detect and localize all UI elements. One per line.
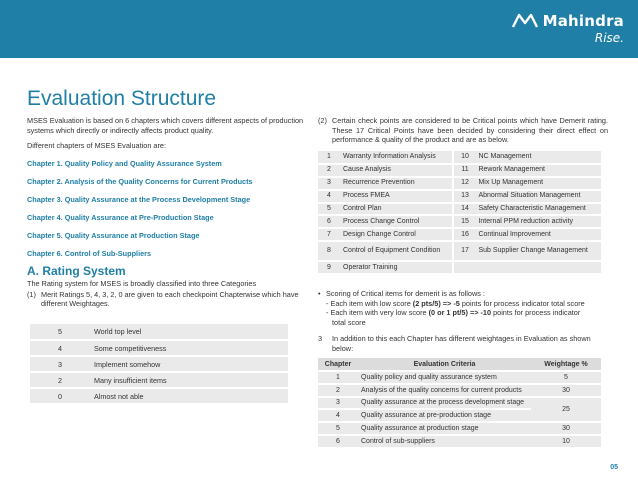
critical-item: NC Management <box>475 151 601 164</box>
rating-label: Implement somehow <box>90 356 288 372</box>
table-row <box>30 388 288 404</box>
mahindra-mark-icon <box>511 13 539 29</box>
scoring-heading-row <box>318 289 608 299</box>
table-row <box>318 397 601 410</box>
chapter-item: Chapter 6. Control of Sub-Suppliers <box>27 248 152 258</box>
table-row <box>318 384 601 397</box>
critical-num: 3 <box>318 177 340 190</box>
criteria-text: Quality assurance at pre-production stage <box>358 409 531 422</box>
rating-score: 5 <box>30 324 90 340</box>
page-title: Evaluation Structure <box>27 87 217 110</box>
rating-label: World top level <box>90 324 288 340</box>
scoring-heading: Scoring of Critical items for demerit is as follows : <box>326 289 485 298</box>
col-header-criteria: Evaluation Criteria <box>358 358 531 371</box>
col-header-weightage: Weightage % <box>531 358 601 371</box>
rating-label: Many insufficient items <box>90 372 288 388</box>
critical-num: 9 <box>318 261 340 274</box>
critical-item: Process Change Control <box>340 215 453 228</box>
weightage-value: 5 <box>531 371 601 384</box>
critical-item: Abnormal Situation Management <box>475 190 601 203</box>
scoring-line-1 <box>318 299 608 309</box>
point-3-text: In addition to this each Chapter has different weightages in Evaluation as shown below: <box>332 334 591 353</box>
chapter-item: Chapter 4. Quality Assurance at Pre-Production Stage <box>27 212 214 222</box>
critical-item: Rework Management <box>475 164 601 177</box>
chapter-num: 2 <box>318 384 358 397</box>
rating-score: 4 <box>30 340 90 356</box>
critical-num: 17 <box>453 241 475 261</box>
point-1 <box>27 290 307 309</box>
weightage-value: 25 <box>531 397 601 423</box>
rating-label: Some competitiveness <box>90 340 288 356</box>
critical-num: 16 <box>453 228 475 241</box>
scoring-text: points for process indicator total score <box>459 298 585 308</box>
table-row <box>318 203 601 216</box>
scoring-line-2-cont: total score <box>332 317 366 327</box>
brand-name: Mahindra <box>542 12 624 30</box>
brand-logo[interactable] <box>511 12 624 45</box>
chapter-item: Chapter 5. Quality Assurance at Production Stage <box>27 230 200 240</box>
chapter-item: Chapter 1. Quality Policy and Quality Assurance System <box>27 158 222 168</box>
scoring-text: - Each item with very low score <box>326 308 429 318</box>
weightage-value: 10 <box>531 435 601 448</box>
point-2-number: (2) <box>318 116 327 125</box>
left-column <box>27 116 307 309</box>
brand-tagline: Rise. <box>594 31 624 45</box>
table-row <box>318 151 601 164</box>
point-1-text: Merit Ratings 5, 4, 3, 2, 0 are given to each checkpoint Chapterwise which have different Weightages. <box>41 289 299 308</box>
chapter-num: 6 <box>318 435 358 448</box>
table-row <box>318 261 601 274</box>
critical-item: Warranty Information Analysis <box>340 151 453 164</box>
critical-num: 12 <box>453 177 475 190</box>
point-3 <box>318 334 608 353</box>
page-number: 05 <box>610 464 618 471</box>
critical-item: Mix Up Management <box>475 177 601 190</box>
right-column <box>318 116 608 145</box>
scoring-text: points for process indicator <box>491 308 581 318</box>
critical-item: Continual Improvement <box>475 228 601 241</box>
critical-num: 15 <box>453 215 475 228</box>
col-header-chapter: Chapter <box>318 358 358 371</box>
table-row <box>30 324 288 340</box>
scoring-value: (0 or 1 pt/5) => -10 <box>428 308 492 318</box>
critical-points-table <box>318 151 601 275</box>
table-row <box>318 215 601 228</box>
critical-num: 1 <box>318 151 340 164</box>
critical-item <box>475 261 601 274</box>
point-1-number: (1) <box>27 289 36 299</box>
rating-table <box>30 324 288 405</box>
critical-num: 4 <box>318 190 340 203</box>
critical-item: Control of Equipment Condition <box>340 241 453 261</box>
weightage-table <box>318 358 601 449</box>
table-header-row <box>318 358 601 371</box>
chapter-num: 1 <box>318 371 358 384</box>
table-row <box>318 190 601 203</box>
chapter-item: Chapter 2. Analysis of the Quality Concerns for Current Products <box>27 176 253 186</box>
weightage-value: 30 <box>531 422 601 435</box>
criteria-text: Control of sub-suppliers <box>358 435 531 448</box>
critical-item: Cause Analysis <box>340 164 453 177</box>
table-row <box>318 164 601 177</box>
critical-num: 8 <box>318 241 340 261</box>
critical-num: 11 <box>453 164 475 177</box>
critical-item: Safety Characteristic Management <box>475 203 601 216</box>
critical-item: Sub Supplier Change Management <box>475 241 601 261</box>
point-2 <box>318 116 608 145</box>
rating-score: 0 <box>30 388 90 404</box>
table-row <box>318 422 601 435</box>
rating-score: 3 <box>30 356 90 372</box>
criteria-text: Quality policy and quality assurance system <box>358 371 531 384</box>
table-row <box>30 340 288 356</box>
table-row <box>30 356 288 372</box>
table-row <box>30 372 288 388</box>
critical-num: 2 <box>318 164 340 177</box>
table-row <box>318 177 601 190</box>
critical-num: 5 <box>318 203 340 216</box>
rating-score: 2 <box>30 372 90 388</box>
rating-intro: The Rating system for MSES is broadly classified into three Categories <box>27 279 257 288</box>
chapter-num: 3 <box>318 397 358 410</box>
header-bar <box>0 0 638 58</box>
intro-text: MSES Evaluation is based on 6 chapters which covers different aspects of production systems which directly or indirectly affects product quality. <box>27 116 304 135</box>
bullet-icon: • <box>318 289 321 298</box>
critical-num: 14 <box>453 203 475 216</box>
table-row <box>318 241 601 261</box>
point-3-row <box>318 334 608 353</box>
chapter-item: Chapter 3. Quality Assurance at the Process Development Stage <box>27 194 251 204</box>
table-row <box>318 371 601 384</box>
point-2-text: Certain check points are considered to be Critical points which have Demerit rating. These 17 Critical Points have been decided by considering their direct effect on performance & quality of the product and are as below. <box>332 116 608 144</box>
critical-item: Control Plan <box>340 203 453 216</box>
critical-num: 13 <box>453 190 475 203</box>
critical-item: Recurrence Prevention <box>340 177 453 190</box>
critical-item: Design Change Control <box>340 228 453 241</box>
chapter-num: 5 <box>318 422 358 435</box>
weightage-value: 30 <box>531 384 601 397</box>
section-title-rating: A. Rating System <box>27 263 126 278</box>
criteria-text: Quality assurance at the process development stage <box>358 397 531 410</box>
scoring-block <box>318 289 608 327</box>
table-row <box>318 228 601 241</box>
critical-num: 6 <box>318 215 340 228</box>
critical-item: Operator Training <box>340 261 453 274</box>
criteria-text: Analysis of the quality concerns for current products <box>358 384 531 397</box>
scoring-value: (2 pts/5) => -5 <box>412 298 460 308</box>
critical-item: Process FMEA <box>340 190 453 203</box>
critical-num <box>453 261 475 274</box>
chapters-heading: Different chapters of MSES Evaluation are: <box>27 141 166 150</box>
table-row <box>318 435 601 448</box>
criteria-text: Quality assurance at production stage <box>358 422 531 435</box>
scoring-text: - Each item with low score <box>326 298 413 308</box>
scoring-line-2 <box>318 308 608 318</box>
critical-item: Internal PPM reduction activity <box>475 215 601 228</box>
point-3-number: 3 <box>318 334 323 343</box>
chapter-num: 4 <box>318 409 358 422</box>
critical-num: 7 <box>318 228 340 241</box>
rating-label: Almost not able <box>90 388 288 404</box>
critical-num: 10 <box>453 151 475 164</box>
